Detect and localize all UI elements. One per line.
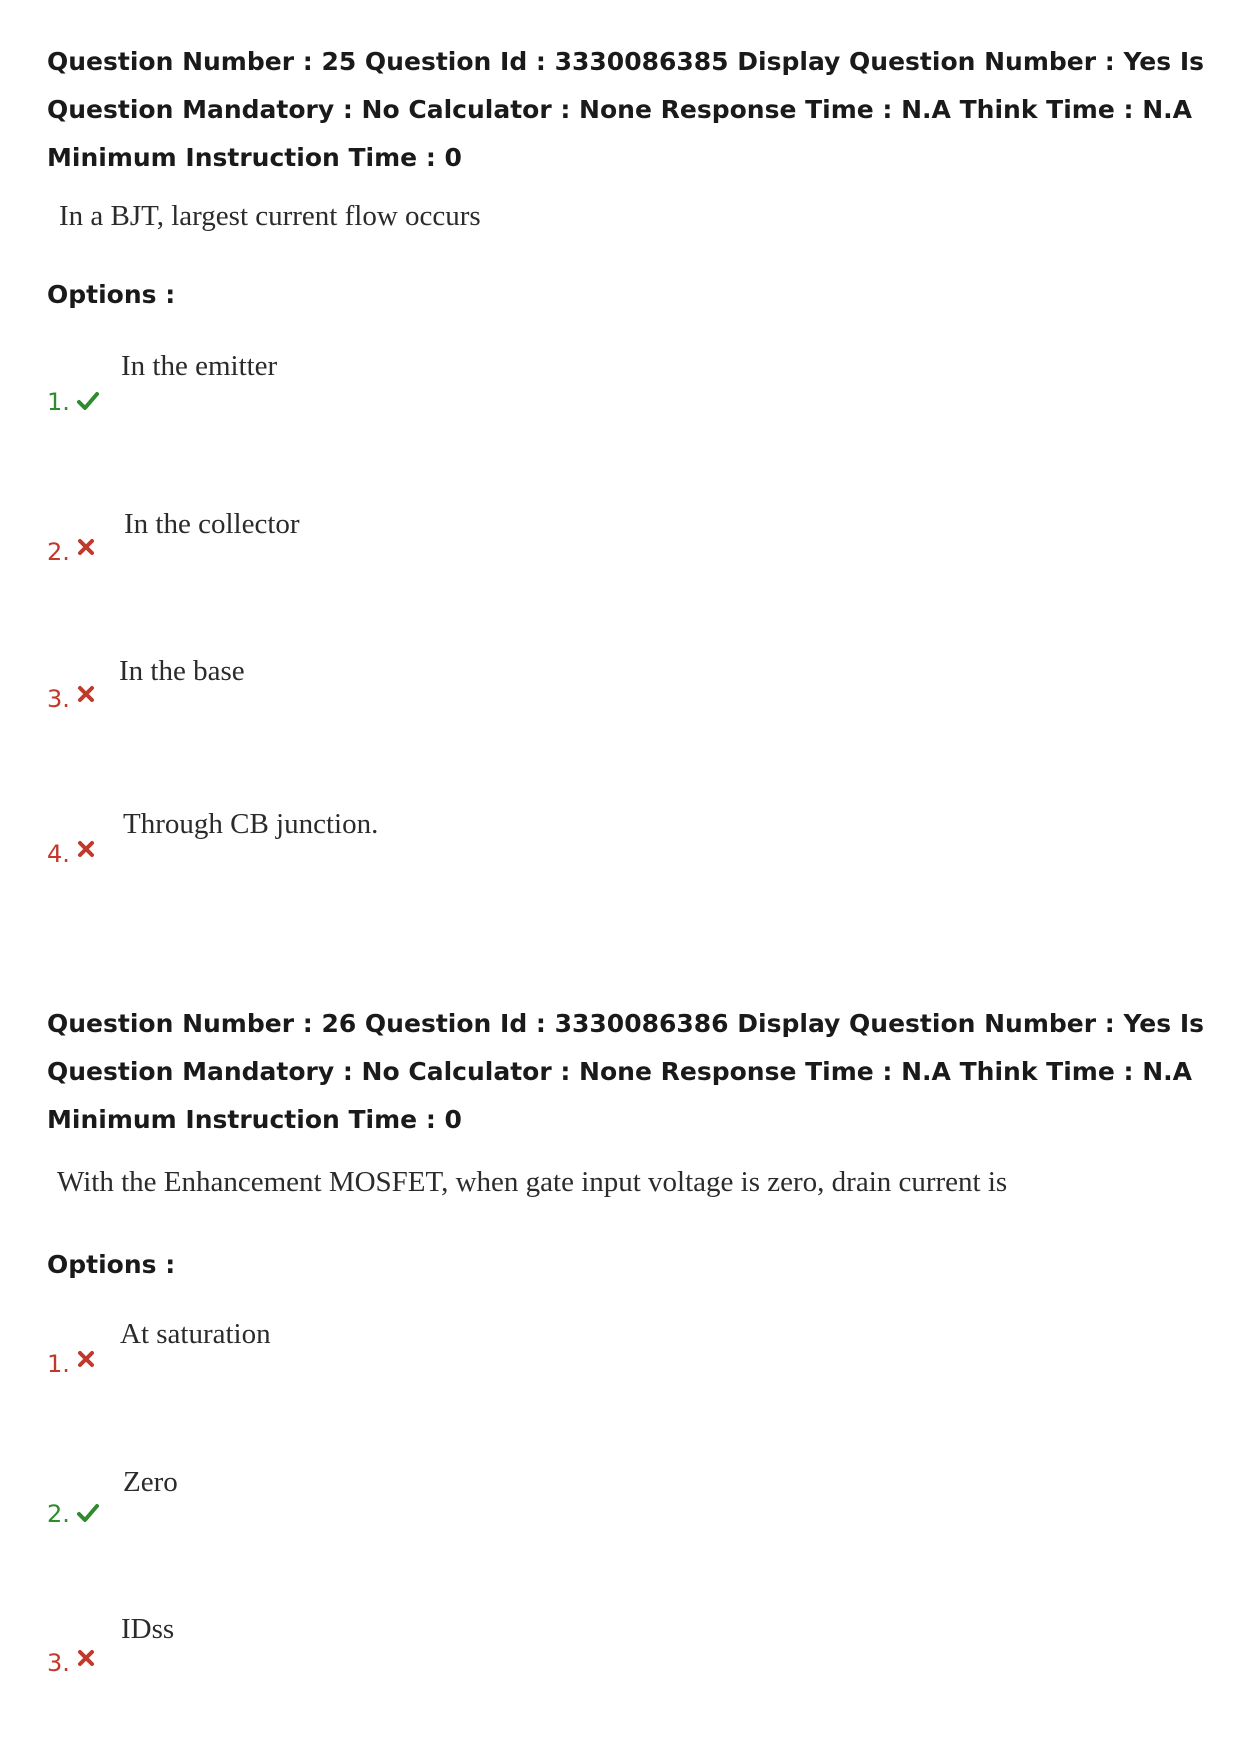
option-item[interactable] <box>0 1466 1240 1546</box>
cross-icon <box>77 1350 95 1368</box>
option-text: In the base <box>119 655 245 687</box>
cross-icon <box>77 538 95 556</box>
question-text: In a BJT, largest current flow occurs <box>59 200 481 232</box>
cross-icon <box>77 840 95 858</box>
option-text: In the collector <box>124 508 300 540</box>
option-item[interactable] <box>0 808 1240 888</box>
option-text: In the emitter <box>121 350 278 382</box>
option-text: Zero <box>123 1466 178 1498</box>
option-item[interactable] <box>0 655 1240 735</box>
question-header: Question Number : 26 Question Id : 3330086386 Display Question Number : Yes Is Question Mandatory : No Calculator : None Response Time : N.A Think Time : N.A Minimum Instruction Time : 0 <box>47 1009 1205 1134</box>
option-number: 3. <box>47 685 70 713</box>
option-item[interactable] <box>0 1318 1240 1398</box>
option-number: 4. <box>47 840 70 868</box>
option-item[interactable] <box>0 1613 1240 1693</box>
option-text: IDss <box>121 1613 175 1645</box>
option-number: 1. <box>47 388 70 416</box>
cross-icon <box>77 1649 95 1667</box>
option-number: 2. <box>47 538 70 566</box>
cross-icon <box>77 685 95 703</box>
question-text: With the Enhancement MOSFET, when gate input voltage is zero, drain current is <box>57 1166 1008 1198</box>
option-item[interactable] <box>0 508 1240 588</box>
check-icon <box>77 1502 99 1524</box>
option-number: 2. <box>47 1500 70 1528</box>
option-text: Through CB junction. <box>123 808 379 840</box>
option-item[interactable] <box>0 350 1240 430</box>
question-header: Question Number : 25 Question Id : 3330086385 Display Question Number : Yes Is Question Mandatory : No Calculator : None Response Time : N.A Think Time : N.A Minimum Instruction Time : 0 <box>47 47 1205 172</box>
option-number: 1. <box>47 1350 70 1378</box>
option-text: At saturation <box>120 1318 271 1350</box>
options-label: Options : <box>47 280 176 309</box>
check-icon <box>77 390 99 412</box>
option-number: 3. <box>47 1649 70 1677</box>
options-label: Options : <box>47 1250 176 1279</box>
